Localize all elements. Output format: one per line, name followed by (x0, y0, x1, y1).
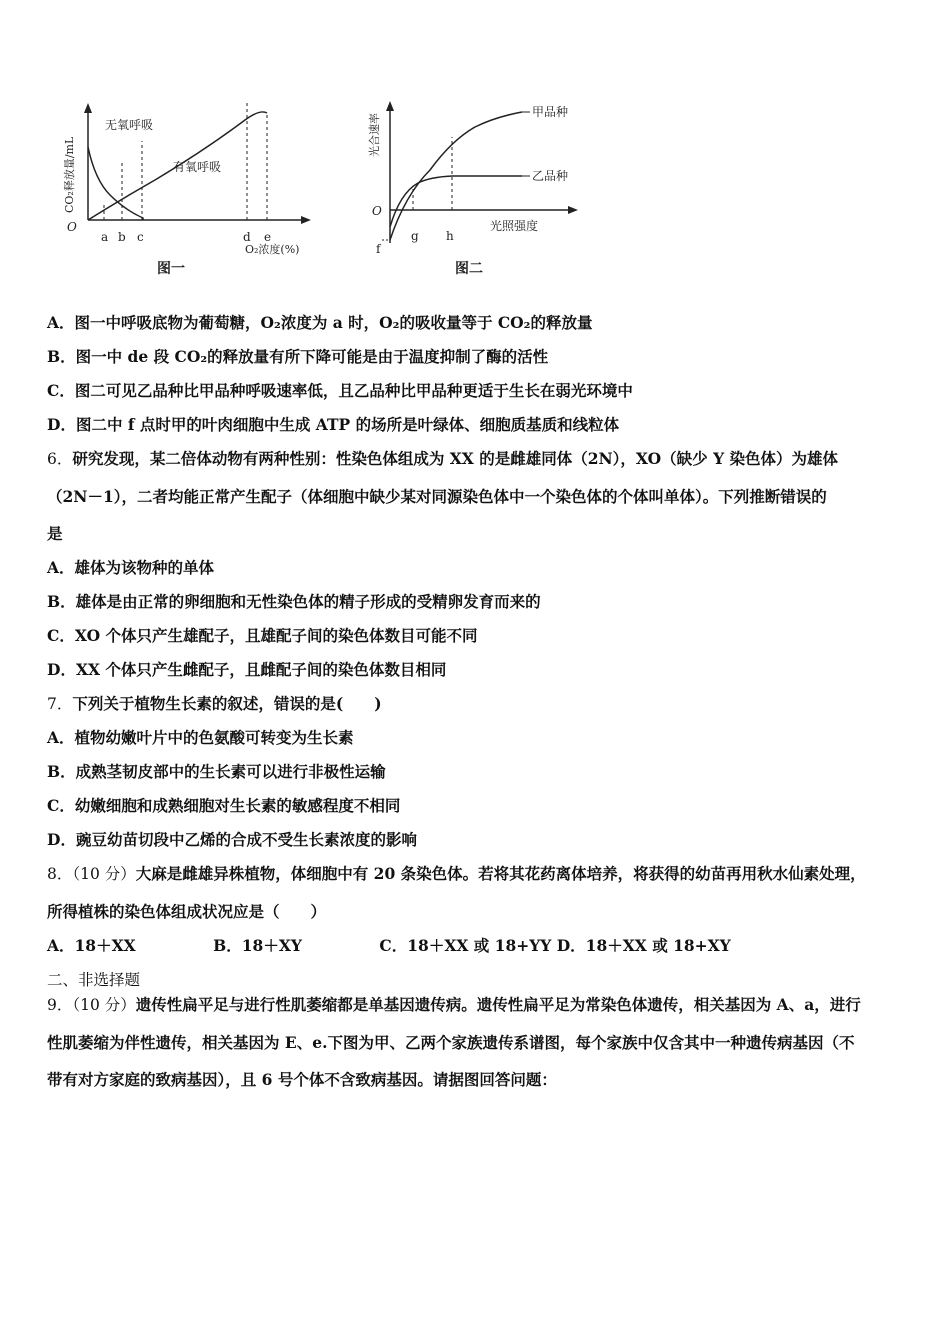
q5-option-d: D．图二中 f 点时甲的叶肉细胞中生成 ATP 的场所是叶绿体、细胞质基质和线粒体 (47, 415, 620, 434)
fig2-series-a-label: 甲品种 (532, 105, 569, 119)
fig1-anaerobic-curve (88, 147, 143, 220)
q6-option-b: B．雄体是由正常的卵细胞和无性染色体的精子形成的受精卵发育而来的 (47, 592, 541, 611)
q5-option-c: C．图二可见乙品种比甲品种呼吸速率低，且乙品种比甲品种更适于生长在弱光环境中 (47, 381, 633, 400)
q8-stem-2: 所得植株的染色体组成状况应是（ ） (47, 902, 327, 921)
fig1-tick-d: d (243, 230, 251, 244)
fig1-caption: 图一 (157, 261, 185, 277)
fig1-ylabel: CO₂释放量/mL (63, 136, 76, 213)
figure-2 (360, 95, 590, 285)
section-heading: 二、非选择题 (47, 971, 141, 989)
fig2-series-b-label: 乙品种 (532, 169, 569, 183)
fig2-ylabel: 光合速率 (368, 113, 381, 157)
q7-option-a: A．植物幼嫩叶片中的色氨酸可转变为生长素 (47, 728, 354, 747)
fig1-aerobic-label: 有氧呼吸 (173, 160, 222, 174)
fig1-origin: O (67, 220, 77, 234)
q9-stem-3: 带有对方家庭的致病基因），且 6 号个体不含致病基因。请据图回答问题： (47, 1070, 557, 1089)
fig2-tick-g: g (411, 229, 419, 243)
q9-stem-2: 性肌萎缩为伴性遗传，相关基因为 E、e.下图为甲、乙两个家族遗传系谱图，每个家族中仅含其中一种遗传病基因（不 (47, 1033, 855, 1052)
q6-option-c: C．XO 个体只产生雄配子，且雄配子间的染色体数目可能不同 (47, 626, 478, 645)
q6-stem-2: （2N－1），二者均能正常产生配子（体细胞中缺少某对同源染色体中一个染色体的个体叫单体）。下列推断错误的 (47, 487, 827, 506)
q7-stem: 7．下列关于植物生长素的叙述，错误的是( ) (47, 694, 382, 713)
fig1-tick-c: c (137, 230, 144, 244)
q5-option-b: B．图一中 de 段 CO₂的释放量有所下降可能是由于温度抑制了酶的活性 (47, 347, 549, 366)
fig1-x-arrow (301, 216, 311, 224)
fig1-y-arrow (84, 103, 92, 113)
q6-option-d: D．XX 个体只产生雌配子，且雌配子间的染色体数目相同 (47, 660, 447, 679)
fig2-tick-f: f (376, 242, 381, 256)
q8-options: A．18＋XX B．18＋XY C．18＋XX 或 18+YY D．18＋XX 或 18+XY (47, 936, 731, 955)
q7-option-b: B．成熟茎韧皮部中的生长素可以进行非极性运输 (47, 762, 386, 781)
fig1-tick-a: a (101, 230, 109, 244)
q7-option-d: D．豌豆幼苗切段中乙烯的合成不受生长素浓度的影响 (47, 830, 417, 849)
fig1-xlabel: O₂浓度(%) (245, 243, 300, 256)
q6-stem-1: 6．研究发现，某二倍体动物有两种性别：性染色体组成为 XX 的是雌雄同体（2N），XO（缺少 Y 染色体）为雄体 (47, 449, 839, 468)
fig2-caption: 图二 (455, 261, 483, 277)
q6-option-a: A．雄体为该物种的单体 (47, 558, 215, 577)
q8-stem-1: 8．（10 分）大麻是雌雄异株植物，体细胞中有 20 条染色体。若将其花药离体培养，将获得的幼苗再用秋水仙素处理， (47, 864, 866, 883)
q9-stem-1: 9．（10 分）遗传性扁平足与进行性肌萎缩都是单基因遗传病。遗传性扁平足为常染色体遗传，相关基因为 A、a，进行 (47, 995, 861, 1014)
fig1-tick-e: e (264, 230, 272, 244)
fig2-y-arrow (386, 101, 394, 111)
fig2-xlabel: 光照强度 (490, 219, 539, 233)
figure-1 (55, 95, 315, 285)
q7-option-c: C．幼嫩细胞和成熟细胞对生长素的敏感程度不相同 (47, 796, 401, 815)
fig2-tick-h: h (446, 229, 454, 243)
fig2-origin: O (372, 204, 382, 218)
fig1-tick-b: b (118, 230, 126, 244)
q5-option-a: A．图一中呼吸底物为葡萄糖，O₂浓度为 a 时，O₂的吸收量等于 CO₂的释放量 (47, 313, 593, 332)
fig2-x-arrow (568, 206, 578, 214)
fig1-anaerobic-label: 无氧呼吸 (105, 118, 154, 132)
q6-stem-3: 是 (47, 524, 63, 543)
